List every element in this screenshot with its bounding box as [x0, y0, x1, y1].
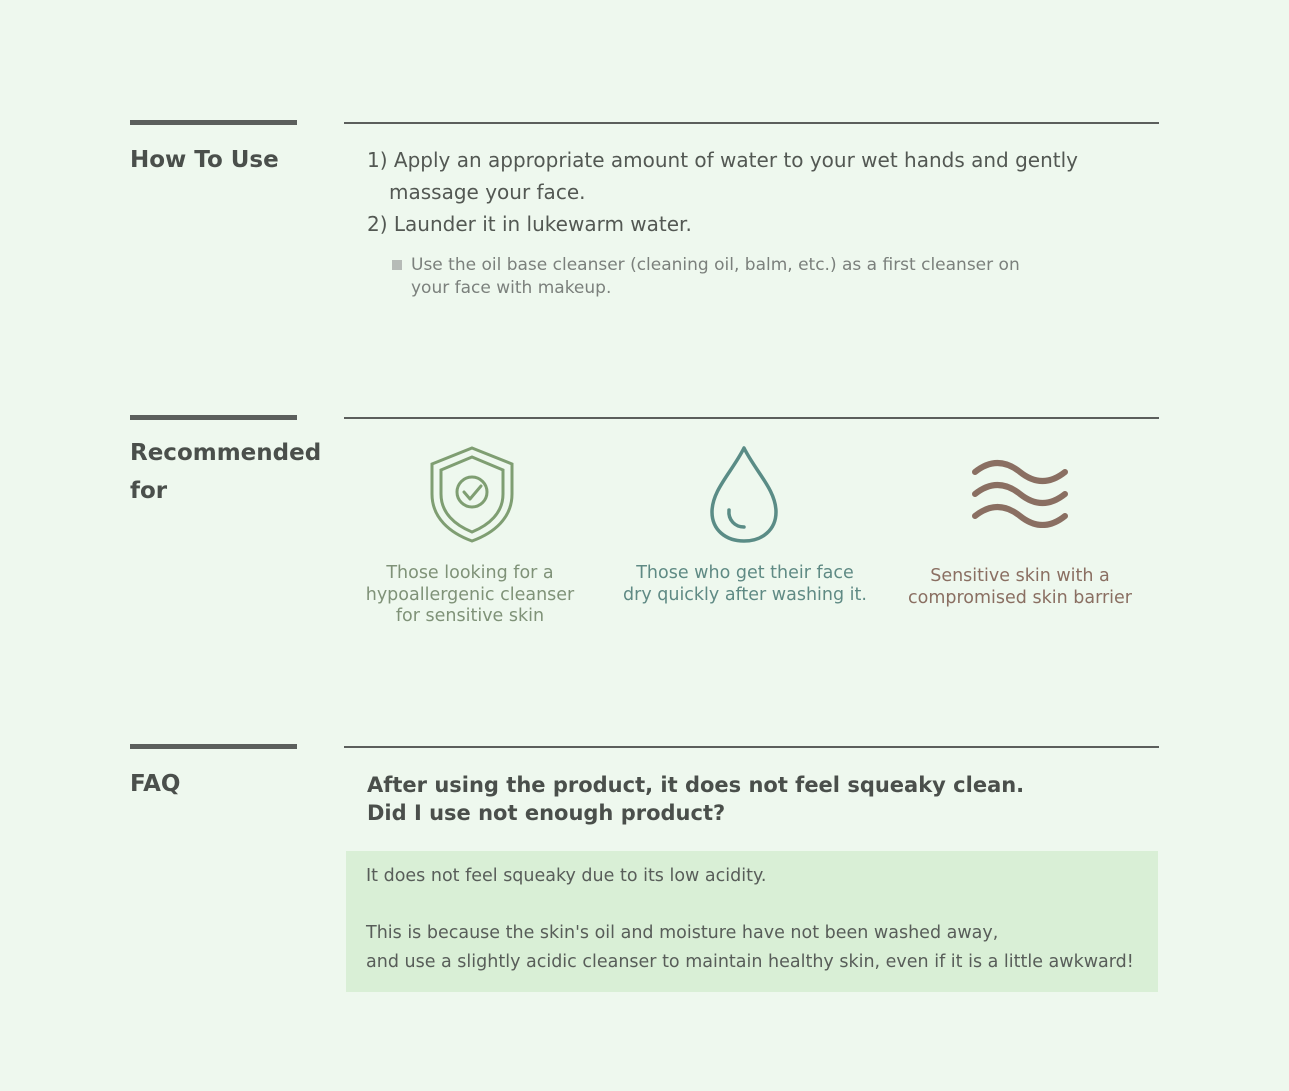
section-divider-recommended	[344, 417, 1159, 419]
recommend-text-line: compromised skin barrier	[908, 587, 1132, 608]
step-1	[367, 144, 1078, 208]
usage-note-line1: Use the oil base cleanser (cleaning oil, balm, etc.) as a first cleanser on	[411, 255, 1020, 275]
shield-check-icon	[428, 444, 516, 544]
recommended-title-line1: Recommended	[130, 440, 322, 466]
faq-answer-line2: This is because the skin's oil and moisture have not been washed away,	[366, 923, 999, 943]
recommend-text-line: dry quickly after washing it.	[623, 584, 867, 605]
usage-note-line2: your face with makeup.	[411, 278, 612, 298]
recommend-text-line: hypoallergenic cleanser	[365, 584, 575, 605]
step-2: 2) Launder it in lukewarm water.	[367, 212, 692, 236]
step-1-line2: massage your face.	[389, 180, 586, 204]
recommend-text-line: for sensitive skin	[395, 606, 545, 626]
section-bar-recommended	[130, 415, 297, 420]
recommended-title	[130, 434, 321, 510]
step-1-line1: 1) Apply an appropriate amount of water to your wet hands and gently	[367, 148, 1078, 172]
section-divider-how-to-use	[344, 122, 1159, 124]
section-bar-how-to-use	[130, 120, 297, 125]
faq-title: FAQ	[130, 771, 181, 797]
faq-question-line1: After using the product, it does not feel squeaky clean.	[367, 773, 1025, 797]
section-divider-faq	[344, 746, 1159, 748]
bullet-square-icon	[392, 260, 402, 270]
usage-note	[392, 254, 1020, 300]
section-bar-faq	[130, 744, 297, 749]
waves-icon	[970, 458, 1070, 528]
recommend-item-dry-skin	[605, 563, 885, 606]
how-to-use-title: How To Use	[130, 147, 279, 173]
recommend-text-line: Sensitive skin with a	[930, 566, 1110, 586]
recommend-item-hypoallergenic	[340, 563, 600, 628]
faq-answer-box	[346, 851, 1158, 992]
recommended-title-line2: for	[130, 478, 168, 504]
recommend-text-line: Those looking for a	[386, 563, 554, 583]
faq-question-line2: Did I use not enough product?	[367, 801, 726, 825]
faq-question	[367, 771, 1024, 827]
faq-answer-line1: It does not feel squeaky due to its low acidity.	[366, 866, 767, 886]
faq-answer-line3: and use a slightly acidic cleanser to maintain healthy skin, even if it is a little awkward!	[366, 952, 1134, 972]
recommend-item-sensitive-skin	[890, 566, 1150, 609]
water-drop-icon	[708, 444, 780, 544]
recommend-text-line: Those who get their face	[636, 563, 854, 583]
